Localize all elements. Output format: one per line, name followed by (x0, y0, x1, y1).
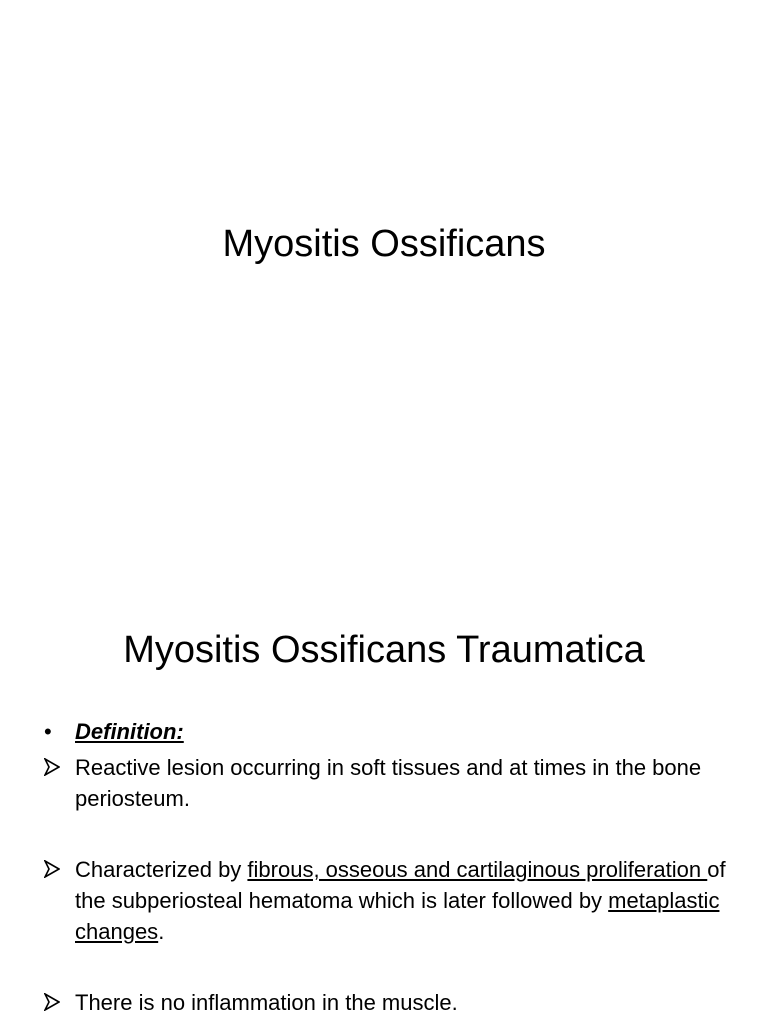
point-2-text-before: Characterized by (75, 857, 248, 882)
list-item (44, 752, 734, 854)
arrow-bullet-icon (44, 987, 68, 1011)
point-2-text (75, 857, 726, 944)
point-3-text: There is no inflammation in the muscle. (75, 990, 458, 1015)
definition-item (44, 716, 734, 752)
slide-1-title: Myositis Ossificans (222, 223, 546, 265)
point-1-text: Reactive lesion occurring in soft tissues and at times in the bone periosteum. (75, 755, 702, 811)
definition-label: Definition: (75, 719, 184, 744)
slide-2-title: Myositis Ossificans Traumatica (123, 629, 645, 671)
list-item (44, 987, 734, 1018)
point-2-text-after: . (158, 919, 165, 944)
point-2-text-middle: of the subperiosteal hematoma which is later followed by (75, 857, 726, 913)
slide-2-content (44, 716, 734, 1018)
slide-2 (0, 576, 768, 1024)
arrow-bullet-icon (44, 752, 68, 776)
point-2-underlined-2: metaplastic changes (75, 888, 720, 944)
point-2-underlined-1: fibrous, osseous and cartilaginous proliferation (247, 857, 708, 882)
arrow-bullet-icon (44, 854, 68, 878)
list-item (44, 854, 734, 987)
bullet-icon: • (44, 719, 52, 744)
